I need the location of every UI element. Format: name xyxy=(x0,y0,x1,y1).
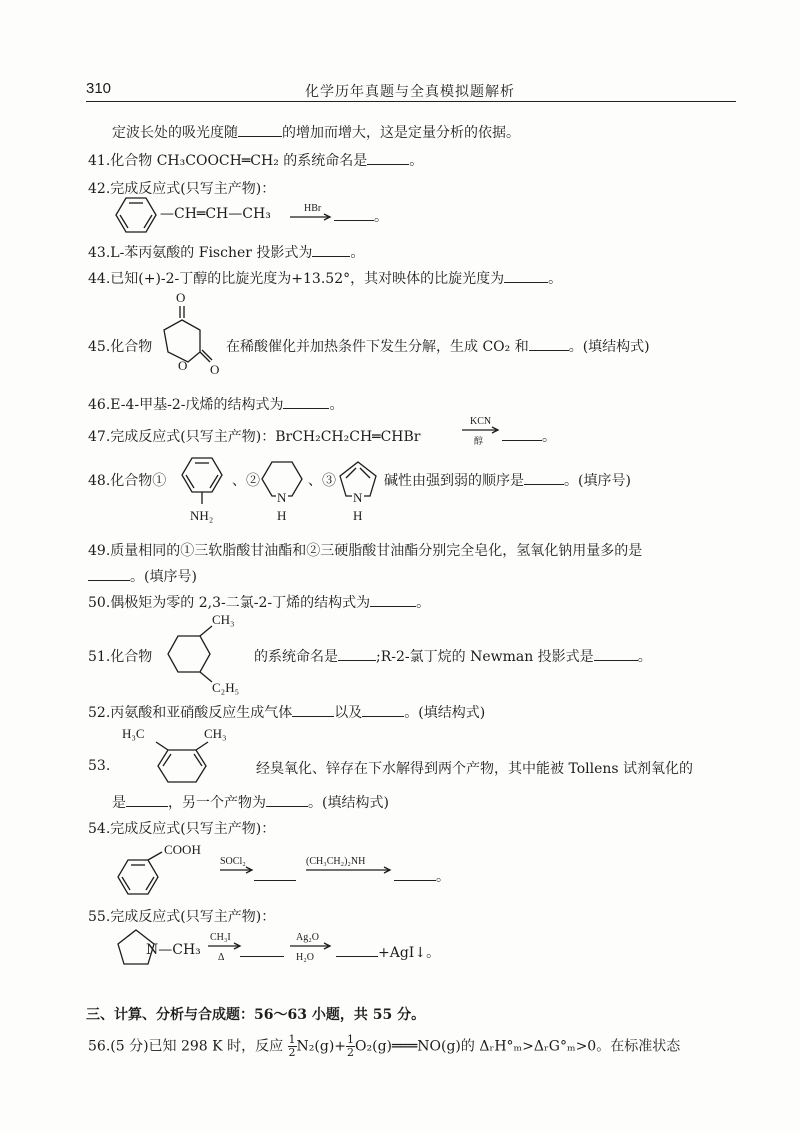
q53-line2-end: 。(填结构式) xyxy=(308,795,389,811)
q45-rest xyxy=(226,336,650,356)
q40-text-b: 的增加而增大，这是定量分析的依据。 xyxy=(282,125,520,141)
atom-label: NH₂ xyxy=(190,508,214,523)
q42-text: 完成反应式(只写主产物)： xyxy=(110,181,276,197)
atom-label: CH₃ xyxy=(212,612,235,627)
answer-blank[interactable] xyxy=(254,866,296,881)
fraction xyxy=(288,1034,297,1059)
q53-text-body: 经臭氧化、锌存在下水解得到两个产物，其中能被 Tollens 试剂氧化的 xyxy=(256,761,694,777)
reagent-label: KCN xyxy=(470,416,492,427)
q55-text: 完成反应式(只写主产物)： xyxy=(110,909,276,925)
q55-n-label xyxy=(146,942,201,958)
atom-label: H₃C xyxy=(122,726,145,741)
fraction-denominator: 2 xyxy=(288,1046,296,1059)
q56-n2: N₂(g)+ xyxy=(296,1038,347,1055)
reaction-arrow xyxy=(290,203,336,223)
q49-line2 xyxy=(88,566,197,586)
answer-blank[interactable] xyxy=(338,646,376,661)
q48-end: 。(填序号) xyxy=(564,473,631,489)
answer-blank[interactable] xyxy=(594,646,638,661)
reaction-arrow xyxy=(306,856,396,876)
q49-text: 质量相同的①三软脂酸甘油酯和②三硬脂酸甘油酯分别完全皂化，氢氧化钠用量多的是 xyxy=(110,543,643,559)
fraction-denominator: 2 xyxy=(347,1046,355,1059)
q47-formula: BrCH₂CH₂CH═CHBr xyxy=(275,429,421,445)
answer-blank[interactable] xyxy=(524,470,564,485)
question-number: 46. xyxy=(88,397,111,413)
answer-blank[interactable] xyxy=(126,792,168,807)
q47-end: 。 xyxy=(542,429,556,445)
q51-rest xyxy=(254,646,652,666)
reaction-arrow xyxy=(460,414,504,450)
reagent-label: Δ xyxy=(218,952,225,963)
q52-pre: 丙氨酸和亚硝酸反应生成气体 xyxy=(110,705,293,721)
reaction-arrow xyxy=(208,930,244,966)
atom-label: O xyxy=(178,358,188,373)
q42-end: 。 xyxy=(374,209,388,225)
atom-label: C₂H₅ xyxy=(212,680,240,695)
q53-line2-pre: 是 xyxy=(112,795,126,811)
cyclohexane-structure xyxy=(160,612,250,696)
q48-sep1 xyxy=(232,470,260,490)
lactone-ring-structure xyxy=(160,290,230,380)
q52-mid: 以及 xyxy=(334,705,363,721)
piperidine-structure xyxy=(258,458,308,528)
q53-line2 xyxy=(112,792,389,812)
answer-blank[interactable] xyxy=(312,242,350,257)
answer-blank[interactable] xyxy=(283,394,329,409)
question-51 xyxy=(88,646,152,666)
q41-pre: 化合物 xyxy=(110,153,153,169)
page-number: 310 xyxy=(86,80,112,97)
question-54 xyxy=(88,818,275,838)
question-55 xyxy=(88,906,275,926)
question-53 xyxy=(88,758,110,774)
q44-text: 已知(+)-2-丁醇的比旋光度为+13.52°，其对映体的比旋光度为 xyxy=(110,271,505,287)
dimethylcyclohexadiene-structure xyxy=(120,724,250,790)
answer-blank[interactable] xyxy=(266,792,308,807)
answer-blank[interactable] xyxy=(529,336,569,351)
reagent-label: H₂O xyxy=(296,952,314,963)
q40-text-a: 定波长处的吸光度随 xyxy=(112,125,238,141)
q48-post: 碱性由强到弱的顺序是 xyxy=(384,473,524,489)
q46-end: 。 xyxy=(329,397,344,413)
reagent-label: HBr xyxy=(304,203,322,214)
answer-blank[interactable] xyxy=(367,150,409,165)
q52-end: 。(填结构式) xyxy=(404,705,486,721)
reagent-label: CH₃I xyxy=(210,932,231,943)
q54-text: 完成反应式(只写主产物)： xyxy=(110,821,276,837)
q54-blank1 xyxy=(254,866,296,885)
answer-blank[interactable] xyxy=(362,702,404,717)
reagent-label: 醇 xyxy=(474,436,484,446)
question-47 xyxy=(88,426,421,446)
q56-pre: (5 分)已知 298 K 时，反应 xyxy=(110,1038,284,1055)
q45-post: 在稀酸催化并加热条件下发生分解，生成 CO₂ 和 xyxy=(226,339,529,355)
question-number: 45. xyxy=(88,339,111,355)
answer-blank[interactable] xyxy=(336,942,378,957)
question-42 xyxy=(88,178,275,198)
q41-post: 的系统命名是 xyxy=(283,153,368,169)
question-number: 55. xyxy=(88,909,111,925)
question-50 xyxy=(88,592,430,612)
question-44 xyxy=(88,268,562,288)
q51-end: 。 xyxy=(637,649,652,665)
q45-pre: 化合物 xyxy=(110,339,153,355)
section-3-heading xyxy=(86,1004,425,1024)
q48-sep1-text: 、② xyxy=(232,473,260,489)
question-number: 42. xyxy=(88,181,111,197)
running-header-title: 化学历年真题与全真模拟题解析 xyxy=(305,84,515,100)
q50-end: 。 xyxy=(416,595,431,611)
question-number: 52. xyxy=(88,705,111,721)
q47-answer xyxy=(502,426,556,446)
q55-end: 。 xyxy=(426,945,441,961)
question-number: 50. xyxy=(88,595,111,611)
answer-blank[interactable] xyxy=(238,122,282,137)
question-number: 49. xyxy=(88,543,111,559)
aniline-structure xyxy=(178,454,238,530)
q55-n-text: N—CH₃ xyxy=(146,942,201,958)
question-number: 54. xyxy=(88,821,111,837)
answer-blank[interactable] xyxy=(334,206,374,221)
question-49 xyxy=(88,540,642,560)
reagent-label: (CH₃CH₂)₂NH xyxy=(306,856,366,867)
question-48 xyxy=(88,470,166,490)
question-43 xyxy=(88,242,364,262)
question-number: 47. xyxy=(88,429,111,445)
answer-blank[interactable] xyxy=(240,942,284,957)
q43-text: L-苯丙氨酸的 Fischer 投影式为 xyxy=(110,245,313,261)
atom-label: O xyxy=(176,290,186,305)
section-3-title: 三、计算、分析与合成题：56～63 小题，共 55 分。 xyxy=(86,1007,426,1023)
question-52 xyxy=(88,702,485,722)
question-number: 48. xyxy=(88,473,111,489)
question-number: 43. xyxy=(88,245,111,261)
atom-label: O xyxy=(210,362,220,377)
question-number: 44. xyxy=(88,271,111,287)
atom-label: N xyxy=(277,490,287,505)
q54-end: 。 xyxy=(436,869,450,885)
question-number: 51. xyxy=(88,649,111,665)
q56-thermo: ΔᵣH°ₘ>ΔᵣG°ₘ>0 xyxy=(479,1038,597,1055)
fraction-numerator: 1 xyxy=(347,1033,355,1046)
question-number: 56. xyxy=(88,1038,111,1055)
question-46 xyxy=(88,394,343,414)
fraction xyxy=(346,1034,355,1059)
reaction-arrow xyxy=(220,856,256,876)
q49-end: 。(填序号) xyxy=(130,569,197,585)
q50-text: 偶极矩为零的 2,3-二氯-2-丁烯的结构式为 xyxy=(110,595,371,611)
answer-blank[interactable] xyxy=(88,566,130,581)
atom-label: COOH xyxy=(164,842,201,857)
q43-end: 。 xyxy=(350,245,365,261)
question-45 xyxy=(88,336,152,356)
fraction-numerator: 1 xyxy=(288,1033,296,1046)
question-number: 41. xyxy=(88,153,111,169)
q40-continuation xyxy=(112,122,520,142)
q46-text: E-4-甲基-2-戊烯的结构式为 xyxy=(110,397,284,413)
q54-answer xyxy=(394,866,450,886)
q56-end: 。在标准状态 xyxy=(596,1038,681,1055)
q56-o2: O₂(g)═══NO(g)的 xyxy=(355,1038,475,1055)
answer-blank[interactable] xyxy=(504,268,548,283)
header-rule xyxy=(86,101,736,102)
q51-mid2: ;R-2-氯丁烷的 Newman 投影式是 xyxy=(376,649,594,665)
question-number: 53. xyxy=(88,758,111,774)
benzene-ring-structure xyxy=(112,196,162,236)
reagent-label: Ag₂O xyxy=(296,932,319,943)
atom-label: H xyxy=(353,508,363,523)
q53-line2-mid: ，另一个产物为 xyxy=(168,795,266,811)
answer-blank[interactable] xyxy=(394,866,436,881)
atom-label: N xyxy=(353,490,363,505)
q51-pre: 化合物 xyxy=(110,649,153,665)
reaction-arrow xyxy=(290,930,334,966)
question-56 xyxy=(88,1034,680,1059)
benzoic-acid-structure xyxy=(114,840,204,900)
answer-blank[interactable] xyxy=(370,592,416,607)
atom-label: H xyxy=(277,508,287,523)
q45-end: 。(填结构式) xyxy=(568,339,650,355)
q53-text xyxy=(256,758,693,778)
q41-formula: CH₃COOCH═CH₂ xyxy=(156,153,279,169)
q44-end: 。 xyxy=(548,271,563,287)
q47-pre: 完成反应式(只写主产物)： xyxy=(110,429,276,445)
q48-sep2-text: 、③ xyxy=(308,473,336,489)
question-41 xyxy=(88,150,423,170)
answer-blank[interactable] xyxy=(292,702,334,717)
q42-chain: —CH═CH—CH₃ xyxy=(160,206,271,222)
answer-blank[interactable] xyxy=(502,426,542,441)
q51-mid: 的系统命名是 xyxy=(254,649,338,665)
q48-pre: 化合物① xyxy=(110,473,167,489)
atom-label: CH₃ xyxy=(204,726,227,741)
q42-answer xyxy=(334,206,388,226)
q55-blank1 xyxy=(240,942,284,961)
q55-tail: +AgI↓ xyxy=(378,945,427,961)
pyrrole-structure xyxy=(334,458,384,528)
q48-rest xyxy=(384,470,631,490)
q55-answer xyxy=(336,942,440,962)
q42-chain-text: CH═CH—CH₃ xyxy=(174,206,271,222)
q48-sep2 xyxy=(308,470,336,490)
reagent-label: SOCl₂ xyxy=(220,856,246,867)
q41-end: 。 xyxy=(409,153,424,169)
